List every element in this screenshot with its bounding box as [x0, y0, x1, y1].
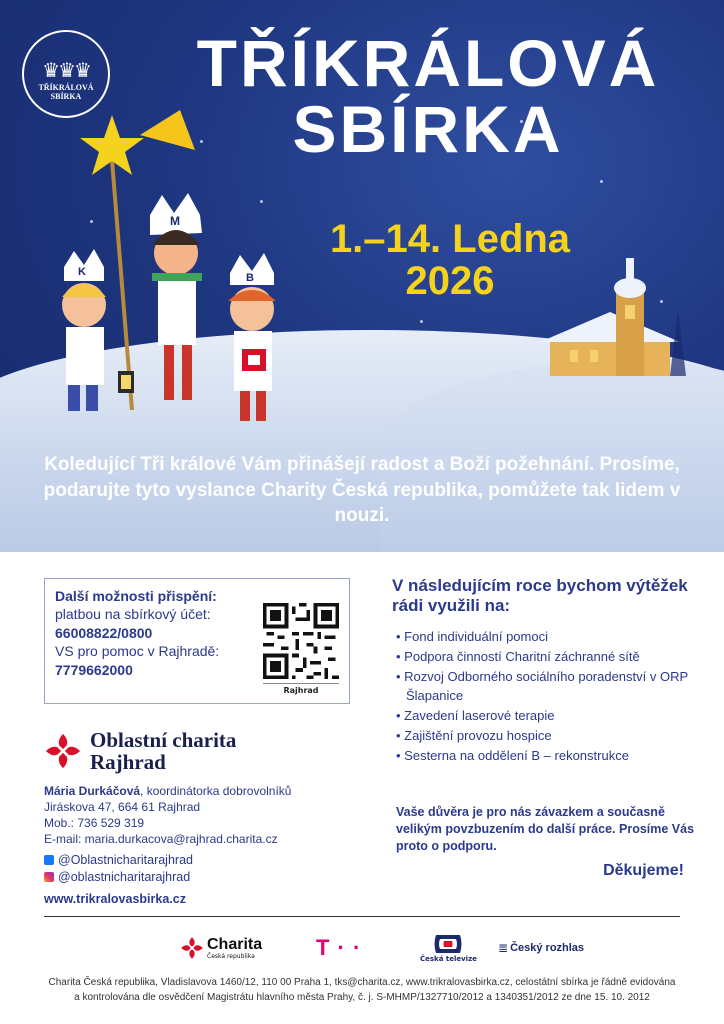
- logo-text-line1: TŘÍKRÁLOVÁ: [38, 83, 94, 93]
- page-title: [148, 26, 708, 166]
- instagram-icon: [44, 872, 54, 882]
- partner-logos: [0, 928, 724, 968]
- footer-line2: a kontrolována dle osvědčení Magistrátu hlavního města Prahy, č. j. S-MHMP/1327710/2012 a 1340351/2012 ze dne 15. 10. 2012: [74, 991, 650, 1003]
- variable-symbol: 7779662000: [55, 661, 133, 678]
- donate-line1: platbou na sbírkový účet:: [55, 606, 211, 623]
- charita-sub: Česká republika: [207, 952, 255, 960]
- charity-cross-icon: [44, 732, 82, 770]
- divider: [44, 916, 680, 917]
- hero-message: Koledující Tři králové Vám přinášejí radost a Boží požehnání. Prosíme, podarujte tyto vyslance Charity Česká republika, pomůžete tak lidem v nouzi.: [43, 454, 681, 527]
- legal-footer: [20, 976, 704, 1005]
- title-line2: SBÍRKA: [292, 92, 564, 166]
- event-dates: [300, 218, 600, 302]
- list-item: • Zajištění provozu hospice: [396, 727, 696, 745]
- cr-icon: ≣: [498, 941, 509, 955]
- contact-email[interactable]: E-mail: maria.durkacova@rajhrad.charita.cz: [44, 831, 278, 846]
- list-item: • Podpora činností Charitní záchranné sítě: [396, 648, 696, 666]
- list-item: • Fond individuální pomoci: [396, 628, 696, 646]
- charity-name-line1: Oblastní charita: [90, 727, 237, 752]
- facebook-link[interactable]: @Oblastnicharitarajhrad: [58, 853, 193, 867]
- thanks-text: Děkujeme!: [603, 862, 684, 879]
- trikralova-sbirka-logo: [22, 30, 110, 118]
- donate-heading: Další možnosti přispění:: [55, 588, 217, 604]
- plan-list: [396, 628, 696, 767]
- three-kings-illustration: [40, 185, 310, 435]
- contact-address: Jiráskova 47, 664 61 Rajhrad: [44, 799, 201, 814]
- ceska-televize-logo: [420, 928, 477, 968]
- dates-line1: 1.–14. Ledna: [329, 217, 571, 261]
- svg-text:M: M: [170, 214, 180, 228]
- list-item: • Rozvoj Odborného sociálního poradenství v ORP Šlapanice: [396, 668, 696, 704]
- contact-phone: Mob.: 736 529 319: [44, 815, 145, 830]
- facebook-icon: [44, 855, 54, 865]
- qr-code-icon[interactable]: [263, 603, 339, 679]
- charity-brand: [44, 726, 236, 776]
- crowns-icon: ♛♛♛: [42, 58, 90, 83]
- bank-account: 66008822/0800: [55, 624, 153, 641]
- charity-cross-icon: [180, 936, 204, 960]
- title-line1: TŘÍKRÁLOVÁ: [196, 26, 660, 100]
- charita-cr-logo: [180, 928, 262, 968]
- cesky-rozhlas-logo: [498, 928, 584, 968]
- ct-icon: [432, 933, 464, 955]
- list-item: • Zavedení laserové terapie: [396, 707, 696, 725]
- charita-text: Charita: [207, 935, 263, 953]
- logo-text-line2: SBÍRKA: [50, 92, 82, 102]
- donate-line2: VS pro pomoc v Rajhradě:: [55, 643, 220, 660]
- website-link[interactable]: www.trikralovasbirka.cz: [44, 892, 186, 906]
- telekom-logo: T · ·: [316, 935, 362, 960]
- charity-name-line2: Rajhrad: [90, 750, 166, 774]
- social-links: [44, 852, 193, 886]
- dates-line2: 2026: [405, 259, 495, 303]
- contact-block: [44, 784, 344, 848]
- svg-text:K: K: [78, 266, 86, 278]
- cr-text: Český rozhlas: [510, 942, 585, 954]
- ct-text: Česká televize: [420, 955, 477, 963]
- svg-text:B: B: [246, 272, 254, 284]
- contact-role: , koordinátorka dobrovolníků: [140, 784, 292, 798]
- instagram-link[interactable]: @oblastnicharitarajhrad: [58, 869, 191, 884]
- list-item: • Sesterna na oddělení B – rekonstrukce: [396, 747, 696, 765]
- footer-line1: Charita Česká republika, Vladislavova 1460/12, 110 00 Praha 1, tks@charita.cz, www.trikralovasbirka.cz, celostátní sbírka je řádně evidována: [48, 977, 676, 988]
- plan-heading: V následujícím roce bychom výtěžek rádi využili na:: [392, 576, 688, 615]
- trust-message: Vaše důvěra je pro nás závazkem a současně velikým povzbuzením do další práce. Prosíme Vás proto o podporu.: [396, 805, 695, 853]
- donation-options-box: [44, 578, 350, 704]
- contact-person: Mária Durkáčová: [44, 784, 141, 798]
- qr-label: Rajhrad: [263, 683, 339, 695]
